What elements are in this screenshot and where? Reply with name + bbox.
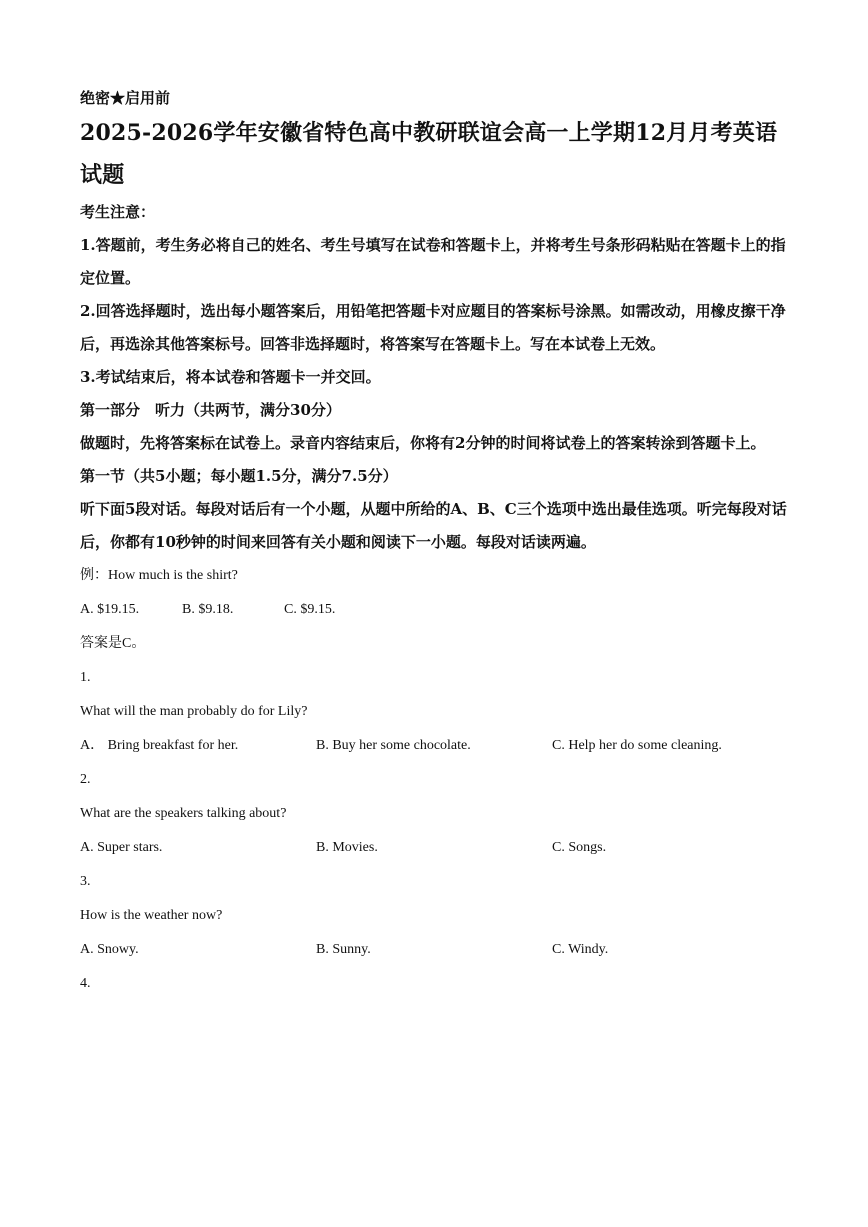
option-3a: A. Snowy.	[80, 942, 139, 957]
notice-heading: 考生注意：	[80, 203, 156, 221]
notice-item-3: 3.考试结束后，将本试卷和答题卡一并交回。	[80, 368, 381, 386]
option-2b: B. Movies.	[316, 840, 378, 855]
question-options-2	[80, 831, 796, 865]
exam-page	[80, 84, 796, 1001]
page-title: 2025-2026学年安徽省特色高中教研联谊会高一上学期12月月考英语试题	[80, 120, 778, 188]
question-text-3: How is the weather now?	[80, 908, 223, 923]
secret-mark: 绝密★启用前	[80, 89, 171, 107]
question-text-2: What are the speakers talking about?	[80, 806, 287, 821]
section1-heading: 第一节（共5小题；每小题1.5分，满分7.5分）	[80, 467, 398, 485]
part1-instruction: 做题时，先将答案标在试卷上。录音内容结束后，你将有2分钟的时间将试卷上的答案转涂到答题卡上。	[80, 434, 766, 452]
question-number-4: 4.	[80, 976, 91, 991]
question-options-3	[80, 933, 796, 967]
question-options-1	[80, 729, 796, 763]
option-2c: C. Songs.	[552, 840, 607, 855]
question-text-1: What will the man probably do for Lily?	[80, 704, 308, 719]
option-1c: C. Help her do some cleaning.	[552, 738, 722, 753]
notice-item-1: 1.答题前，考生务必将自己的姓名、考生号填写在试卷和答题卡上，并将考生号条形码粘贴在答题卡上的指定位置。	[80, 236, 786, 287]
question-number-2: 2.	[80, 772, 91, 787]
option-1b: B. Buy her some chocolate.	[316, 738, 471, 753]
part1-heading: 第一部分 听力（共两节，满分30分）	[80, 401, 341, 419]
option-2a: A. Super stars.	[80, 840, 163, 855]
example-answer: 答案是C。	[80, 636, 146, 651]
option-3b: B. Sunny.	[316, 942, 371, 957]
example-option-b: B. $9.18.	[182, 602, 234, 617]
notice-item-2: 2.回答选择题时，选出每小题答案后，用铅笔把答题卡对应题目的答案标号涂黑。如需改动，用橡皮擦干净后，再选涂其他答案标号。回答非选择题时，将答案写在答题卡上。写在本试卷上无效。	[80, 302, 786, 353]
option-1a: A． Bring breakfast for her.	[80, 738, 239, 753]
example-question: 例：How much is the shirt?	[80, 568, 238, 583]
section1-instruction: 听下面5段对话。每段对话后有一个小题，从题中所给的A、B、C三个选项中选出最佳选项。听完每段对话后，你都有10秒钟的时间来回答有关小题和阅读下一小题。每段对话读两遍。	[80, 500, 787, 551]
example-options	[80, 593, 796, 627]
example-option-a: A. $19.15.	[80, 602, 140, 617]
question-number-1: 1.	[80, 670, 91, 685]
example-option-c: C. $9.15.	[284, 602, 336, 617]
option-3c: C. Windy.	[552, 942, 609, 957]
question-number-3: 3.	[80, 874, 91, 889]
